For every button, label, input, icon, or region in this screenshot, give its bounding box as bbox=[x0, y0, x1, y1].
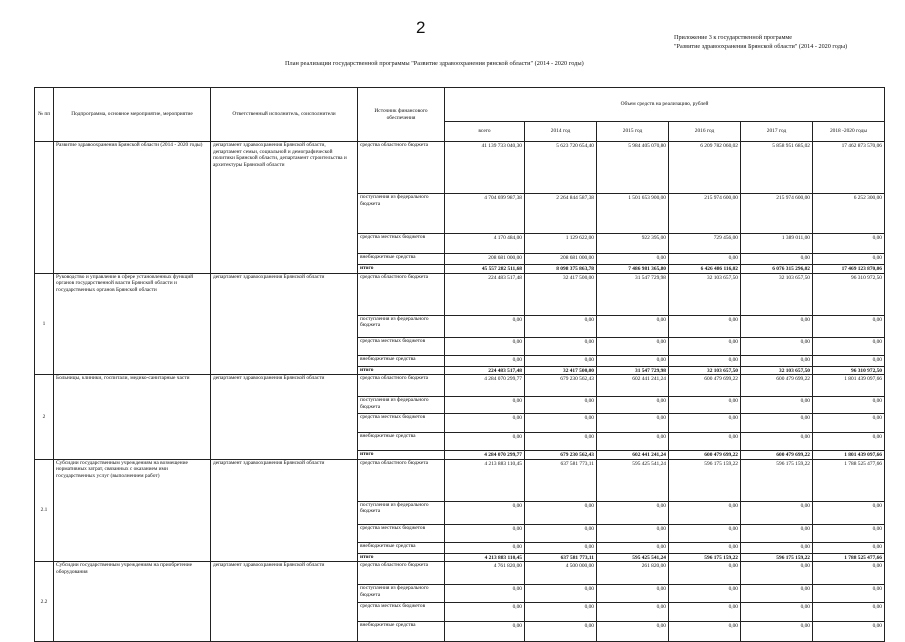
amount-cell: 0,00 bbox=[813, 414, 885, 433]
amount-cell: 4 284 070 299,77 bbox=[445, 451, 525, 460]
amount-cell: 32 417 500,00 bbox=[525, 273, 597, 315]
funding-source: итого bbox=[358, 451, 445, 460]
amount-cell: 45 557 282 511,68 bbox=[445, 265, 525, 274]
header-row bbox=[35, 88, 885, 122]
amount-cell: 0,00 bbox=[669, 414, 741, 433]
amount-cell: 0,00 bbox=[597, 433, 669, 451]
document-title: План реализации государственной программы "Развитие здравоохранения рянской области" (2014 - 2020 годы) bbox=[285, 60, 584, 67]
amount-cell: 0,00 bbox=[597, 524, 669, 542]
amount-cell: 0,00 bbox=[525, 433, 597, 451]
funding-source: поступления из федерального бюджета bbox=[358, 585, 445, 603]
funding-source: средства областного бюджета bbox=[358, 562, 445, 585]
amount-cell: 6 076 315 296,02 bbox=[741, 265, 813, 274]
activity-name: Больницы, клиники, госпитали, медико-санитарные части bbox=[54, 375, 211, 460]
amount-cell: 0,00 bbox=[445, 524, 525, 542]
table-row bbox=[35, 142, 885, 194]
executor: департамент здравоохранения Брянской области bbox=[211, 273, 358, 375]
header-source: Источник финансового обеспечения bbox=[358, 88, 445, 142]
amount-cell: 0,00 bbox=[669, 603, 741, 622]
amount-cell: 0,00 bbox=[741, 524, 813, 542]
amount-cell: 31 547 729,98 bbox=[597, 366, 669, 375]
funding-source: внебюджетные средства bbox=[358, 355, 445, 366]
page-number: 2 bbox=[416, 18, 426, 37]
activity-name: Субсидии государственным учреждениям на возмещение нормативных затрат, связанных с оказанием ими государственных услуг (выполнением работ) bbox=[54, 459, 211, 562]
amount-cell: 0,00 bbox=[445, 397, 525, 414]
funding-source: поступления из федерального бюджета bbox=[358, 315, 445, 337]
amount-cell: 0,00 bbox=[813, 622, 885, 642]
amount-cell: 0,00 bbox=[813, 585, 885, 603]
amount-cell: 0,00 bbox=[813, 603, 885, 622]
amount-cell: 32 103 657,50 bbox=[741, 366, 813, 375]
amount-cell: 0,00 bbox=[669, 433, 741, 451]
amount-cell: 96 310 972,50 bbox=[813, 366, 885, 375]
amount-cell: 595 425 541,24 bbox=[597, 553, 669, 562]
amount-cell: 0,00 bbox=[813, 315, 885, 337]
amount-cell: 0,00 bbox=[669, 397, 741, 414]
appendix-note bbox=[674, 33, 847, 51]
activity-name: Руководство и управление в сфере установленных функций органов государственной власти Брянской области и государственных органов Брянской области bbox=[54, 273, 211, 375]
amount-cell: 0,00 bbox=[525, 603, 597, 622]
amount-cell: 596 175 159,22 bbox=[741, 553, 813, 562]
row-number: 2.2 bbox=[35, 562, 54, 642]
amount-cell: 1 788 525 477,66 bbox=[813, 553, 885, 562]
amount-cell: 1 788 525 477,66 bbox=[813, 459, 885, 501]
amount-cell: 0,00 bbox=[445, 585, 525, 603]
amount-cell: 7 486 981 365,80 bbox=[597, 265, 669, 274]
header-2016: 2016 год bbox=[669, 122, 741, 142]
amount-cell: 5 623 720 654,40 bbox=[525, 142, 597, 194]
appendix-line-2: "Развитие здравоохранения Брянской области" (2014 - 2020 годы) bbox=[674, 43, 848, 50]
amount-cell: 4 500 000,00 bbox=[525, 562, 597, 585]
amount-cell: 31 547 729,98 bbox=[597, 273, 669, 315]
amount-cell: 637 581 773,11 bbox=[525, 553, 597, 562]
amount-cell: 0,00 bbox=[597, 355, 669, 366]
header-subprogram: Подпрограмма, основное мероприятие, мероприятие bbox=[54, 88, 211, 142]
row-number: 1 bbox=[35, 273, 54, 375]
amount-cell: 0,00 bbox=[445, 542, 525, 553]
header-2015: 2015 год bbox=[597, 122, 669, 142]
amount-cell: 0,00 bbox=[525, 315, 597, 337]
funding-source: внебюджетные средства bbox=[358, 542, 445, 553]
amount-cell: 0,00 bbox=[741, 542, 813, 553]
funding-source: внебюджетные средства bbox=[358, 433, 445, 451]
plan-table bbox=[34, 87, 885, 642]
row-number: 2 bbox=[35, 375, 54, 460]
amount-cell: 0,00 bbox=[669, 622, 741, 642]
amount-cell: 0,00 bbox=[741, 562, 813, 585]
amount-cell: 0,00 bbox=[741, 585, 813, 603]
amount-cell: 0,00 bbox=[741, 355, 813, 366]
amount-cell: 0,00 bbox=[445, 622, 525, 642]
amount-cell: 0,00 bbox=[813, 501, 885, 524]
amount-cell: 32 103 657,50 bbox=[669, 273, 741, 315]
amount-cell: 0,00 bbox=[669, 501, 741, 524]
amount-cell: 729 456,00 bbox=[669, 234, 741, 254]
funding-source: средства местных бюджетов bbox=[358, 414, 445, 433]
header-total: всего bbox=[445, 122, 525, 142]
amount-cell: 0,00 bbox=[813, 355, 885, 366]
amount-cell: 600 479 699,22 bbox=[741, 375, 813, 397]
amount-cell: 0,00 bbox=[445, 337, 525, 355]
amount-cell: 0,00 bbox=[741, 337, 813, 355]
amount-cell: 679 230 562,43 bbox=[525, 451, 597, 460]
amount-cell: 8 098 375 863,78 bbox=[525, 265, 597, 274]
amount-cell: 5 858 951 685,02 bbox=[741, 142, 813, 194]
table-row bbox=[35, 459, 885, 501]
amount-cell: 0,00 bbox=[669, 585, 741, 603]
amount-cell: 96 310 972,50 bbox=[813, 273, 885, 315]
funding-source: поступления из федерального бюджета bbox=[358, 194, 445, 234]
amount-cell: 0,00 bbox=[813, 542, 885, 553]
amount-cell: 32 103 657,50 bbox=[669, 366, 741, 375]
activity-name: Развитие здравоохранения Брянской области (2014 - 2020 годы) bbox=[54, 142, 211, 274]
amount-cell: 0,00 bbox=[669, 337, 741, 355]
funding-source: средства местных бюджетов bbox=[358, 524, 445, 542]
amount-cell: 208 681 000,00 bbox=[525, 254, 597, 265]
amount-cell: 0,00 bbox=[741, 254, 813, 265]
amount-cell: 596 175 159,22 bbox=[669, 459, 741, 501]
amount-cell: 6 209 782 060,02 bbox=[669, 142, 741, 194]
amount-cell: 4 704 699 987,38 bbox=[445, 194, 525, 234]
amount-cell: 0,00 bbox=[525, 585, 597, 603]
header-num: № пп bbox=[35, 88, 54, 142]
amount-cell: 0,00 bbox=[669, 355, 741, 366]
amount-cell: 0,00 bbox=[597, 622, 669, 642]
amount-cell: 0,00 bbox=[669, 542, 741, 553]
funding-source: средства местных бюджетов bbox=[358, 234, 445, 254]
header-2014: 2014 год bbox=[525, 122, 597, 142]
funding-source: средства местных бюджетов bbox=[358, 337, 445, 355]
executor: департамент здравоохранения Брянской области, департамент семьи, социальной и демографической политики Брянской области, департамент строительства и архитектуры Брянской области bbox=[211, 142, 358, 274]
appendix-line-1: Приложение 3 к государственной программе bbox=[674, 34, 793, 41]
header-2018-2020: 2018 -2020 годы bbox=[813, 122, 885, 142]
row-number: 2.1 bbox=[35, 459, 54, 562]
amount-cell: 224 483 517,48 bbox=[445, 366, 525, 375]
amount-cell: 0,00 bbox=[741, 622, 813, 642]
executor: департамент здравоохранения Брянской области bbox=[211, 562, 358, 642]
amount-cell: 261 820,00 bbox=[597, 562, 669, 585]
amount-cell: 4 213 883 110,45 bbox=[445, 553, 525, 562]
amount-cell: 4 170 484,00 bbox=[445, 234, 525, 254]
amount-cell: 0,00 bbox=[741, 315, 813, 337]
header-volume: Объем средств на реализацию, рублей bbox=[445, 88, 885, 122]
amount-cell: 0,00 bbox=[525, 397, 597, 414]
amount-cell: 0,00 bbox=[445, 414, 525, 433]
amount-cell: 0,00 bbox=[525, 414, 597, 433]
amount-cell: 0,00 bbox=[597, 414, 669, 433]
amount-cell: 0,00 bbox=[813, 234, 885, 254]
row-number bbox=[35, 142, 54, 274]
amount-cell: 215 974 600,00 bbox=[741, 194, 813, 234]
table-row bbox=[35, 375, 885, 397]
amount-cell: 922 395,00 bbox=[597, 234, 669, 254]
amount-cell: 1 501 653 900,00 bbox=[597, 194, 669, 234]
amount-cell: 0,00 bbox=[813, 562, 885, 585]
amount-cell: 0,00 bbox=[597, 603, 669, 622]
funding-source: поступления из федерального бюджета bbox=[358, 501, 445, 524]
amount-cell: 0,00 bbox=[525, 542, 597, 553]
amount-cell: 0,00 bbox=[597, 254, 669, 265]
amount-cell: 2 264 844 587,38 bbox=[525, 194, 597, 234]
header-executor: Ответственный исполнитель, соисполнители bbox=[211, 88, 358, 142]
amount-cell: 17 462 873 570,06 bbox=[813, 142, 885, 194]
amount-cell: 0,00 bbox=[597, 501, 669, 524]
amount-cell: 6 426 486 116,02 bbox=[669, 265, 741, 274]
amount-cell: 4 284 070 299,77 bbox=[445, 375, 525, 397]
amount-cell: 215 974 600,00 bbox=[669, 194, 741, 234]
table-body bbox=[35, 142, 885, 642]
amount-cell: 0,00 bbox=[669, 315, 741, 337]
amount-cell: 32 103 657,50 bbox=[741, 273, 813, 315]
amount-cell: 4 213 883 110,45 bbox=[445, 459, 525, 501]
amount-cell: 0,00 bbox=[525, 501, 597, 524]
amount-cell: 6 252 300,00 bbox=[813, 194, 885, 234]
amount-cell: 0,00 bbox=[813, 337, 885, 355]
amount-cell: 602 441 241,24 bbox=[597, 375, 669, 397]
funding-source: средства областного бюджета bbox=[358, 459, 445, 501]
amount-cell: 1 389 011,00 bbox=[741, 234, 813, 254]
amount-cell: 0,00 bbox=[597, 542, 669, 553]
activity-name: Субсидии государственным учреждениям на приобретение оборудования bbox=[54, 562, 211, 642]
amount-cell: 0,00 bbox=[741, 397, 813, 414]
amount-cell: 0,00 bbox=[741, 414, 813, 433]
amount-cell: 0,00 bbox=[741, 501, 813, 524]
table-row bbox=[35, 273, 885, 315]
funding-source: внебюджетные средства bbox=[358, 622, 445, 642]
executor: департамент здравоохранения Брянской области bbox=[211, 375, 358, 460]
amount-cell: 0,00 bbox=[813, 433, 885, 451]
amount-cell: 0,00 bbox=[813, 524, 885, 542]
amount-cell: 596 175 159,22 bbox=[741, 459, 813, 501]
funding-source: средства областного бюджета bbox=[358, 142, 445, 194]
amount-cell: 0,00 bbox=[597, 585, 669, 603]
amount-cell: 600 479 699,22 bbox=[669, 375, 741, 397]
amount-cell: 0,00 bbox=[669, 524, 741, 542]
amount-cell: 0,00 bbox=[525, 355, 597, 366]
funding-source: средства местных бюджетов bbox=[358, 603, 445, 622]
funding-source: поступления из федерального бюджета bbox=[358, 397, 445, 414]
amount-cell: 595 425 541,24 bbox=[597, 459, 669, 501]
amount-cell: 0,00 bbox=[445, 315, 525, 337]
funding-source: итого bbox=[358, 553, 445, 562]
amount-cell: 0,00 bbox=[813, 397, 885, 414]
amount-cell: 679 230 562,43 bbox=[525, 375, 597, 397]
table-row bbox=[35, 562, 885, 585]
header-2017: 2017 год bbox=[741, 122, 813, 142]
amount-cell: 224 483 517,48 bbox=[445, 273, 525, 315]
amount-cell: 0,00 bbox=[813, 254, 885, 265]
funding-source: средства областного бюджета bbox=[358, 375, 445, 397]
amount-cell: 637 581 773,11 bbox=[525, 459, 597, 501]
amount-cell: 0,00 bbox=[525, 622, 597, 642]
executor: департамент здравоохранения Брянской области bbox=[211, 459, 358, 562]
amount-cell: 0,00 bbox=[669, 254, 741, 265]
amount-cell: 17 469 123 870,06 bbox=[813, 265, 885, 274]
amount-cell: 0,00 bbox=[597, 337, 669, 355]
amount-cell: 0,00 bbox=[445, 603, 525, 622]
amount-cell: 1 129 622,00 bbox=[525, 234, 597, 254]
amount-cell: 596 175 159,22 bbox=[669, 553, 741, 562]
amount-cell: 0,00 bbox=[597, 397, 669, 414]
amount-cell: 0,00 bbox=[741, 603, 813, 622]
amount-cell: 0,00 bbox=[525, 337, 597, 355]
amount-cell: 0,00 bbox=[445, 355, 525, 366]
amount-cell: 0,00 bbox=[445, 433, 525, 451]
funding-source: итого bbox=[358, 265, 445, 274]
amount-cell: 41 139 733 040,30 bbox=[445, 142, 525, 194]
amount-cell: 5 984 405 070,80 bbox=[597, 142, 669, 194]
amount-cell: 602 441 241,24 bbox=[597, 451, 669, 460]
amount-cell: 208 681 000,00 bbox=[445, 254, 525, 265]
amount-cell: 32 417 500,00 bbox=[525, 366, 597, 375]
funding-source: внебюджетные средства bbox=[358, 254, 445, 265]
amount-cell: 1 801 439 097,66 bbox=[813, 375, 885, 397]
amount-cell: 600 479 699,22 bbox=[741, 451, 813, 460]
amount-cell: 600 479 699,22 bbox=[669, 451, 741, 460]
amount-cell: 0,00 bbox=[741, 433, 813, 451]
funding-source: итого bbox=[358, 366, 445, 375]
amount-cell: 0,00 bbox=[669, 562, 741, 585]
amount-cell: 4 761 820,00 bbox=[445, 562, 525, 585]
amount-cell: 0,00 bbox=[445, 501, 525, 524]
amount-cell: 0,00 bbox=[597, 315, 669, 337]
amount-cell: 1 801 439 097,66 bbox=[813, 451, 885, 460]
amount-cell: 0,00 bbox=[525, 524, 597, 542]
funding-source: средства областного бюджета bbox=[358, 273, 445, 315]
